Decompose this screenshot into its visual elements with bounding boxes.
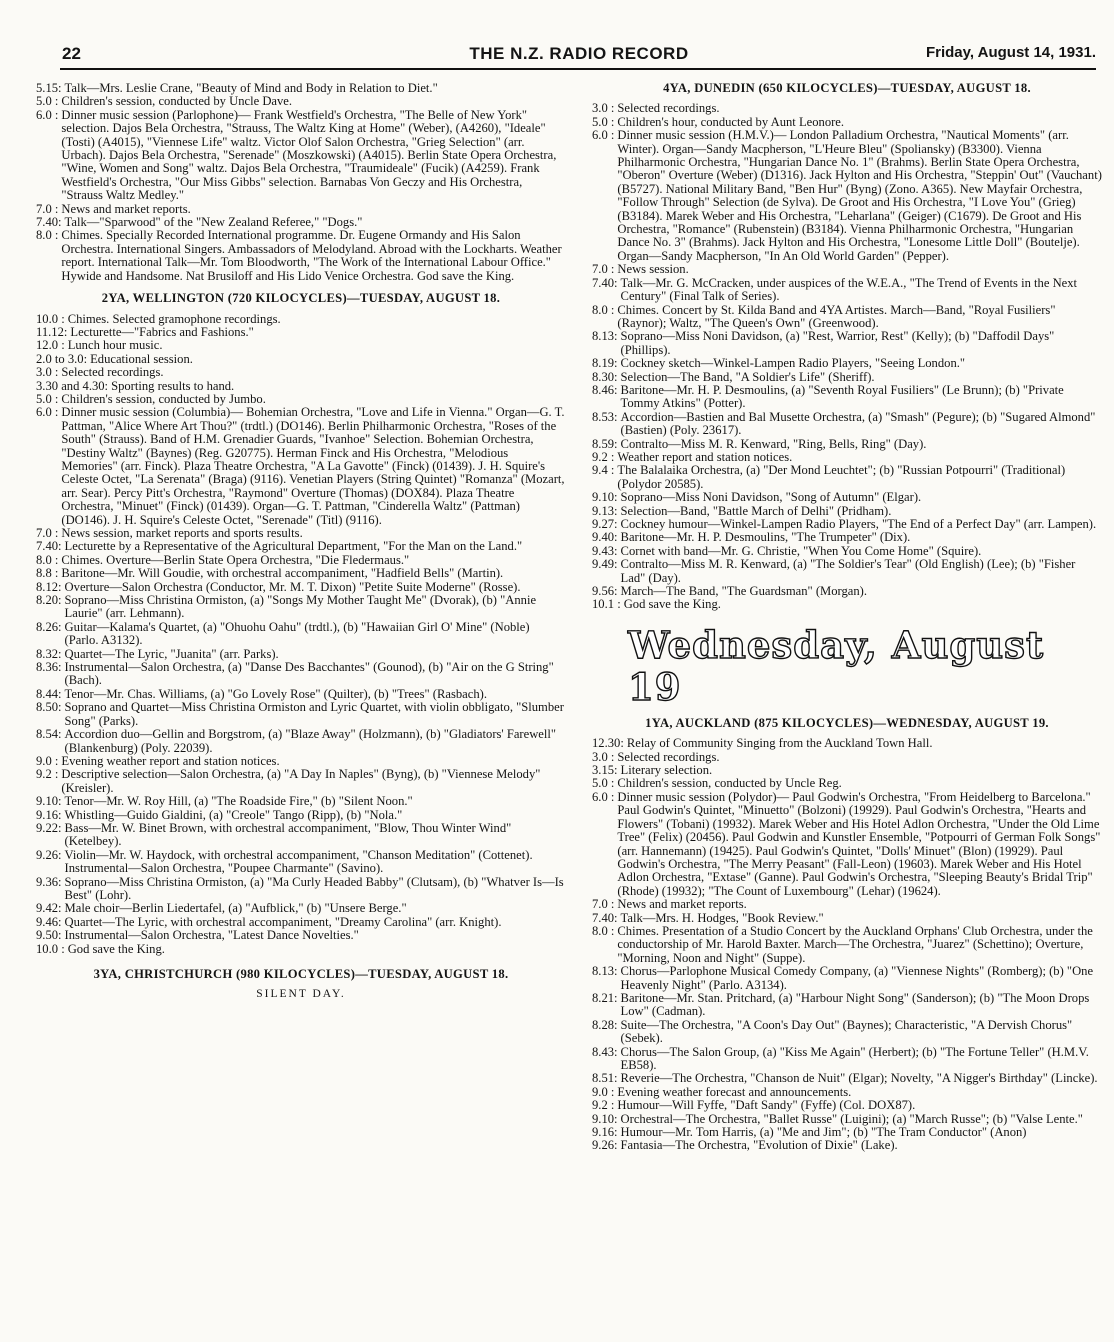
- entry-time: 9.40:: [592, 530, 618, 545]
- entry-time: 5.0 :: [36, 94, 59, 109]
- entry-time: 5.0 :: [592, 776, 615, 791]
- entry-time: 7.40:: [592, 275, 618, 290]
- entry-text: Overture—Salon Orchestra (Conductor, Mr. M. T. Dixon) "Petite Suite Moderne" (Rosse).: [64, 579, 521, 594]
- entry-time: 8.13:: [592, 329, 618, 344]
- entry-time: 8.36:: [36, 660, 62, 675]
- entry-text: Literary selection.: [620, 763, 713, 778]
- schedule-entry: [592, 304, 1102, 331]
- schedule-entry: [592, 992, 1102, 1019]
- entries-top: [36, 82, 566, 283]
- entry-time: 7.40:: [36, 539, 62, 554]
- entry-text: Bass—Mr. W. Binet Brown, with orchestral accompaniment, "Blow, Thou Winter Wind" (Ketelbey).: [64, 820, 512, 849]
- entry-time: 7.40:: [36, 215, 62, 230]
- entry-text: Chorus—Parlophone Musical Comedy Company, (a) "Viennese Nights" (Romberg); (b) "One Heavenly Night" (Parlo. A3134).: [620, 964, 1094, 992]
- entry-text: God save the King.: [67, 941, 165, 956]
- entry-text: Children's session, conducted by Uncle Dave.: [61, 94, 293, 109]
- schedule-entry: [592, 129, 1102, 263]
- entry-text: Humour—Will Fyffe, "Daft Sandy" (Fyffe) (Col. DOX87).: [617, 1098, 916, 1113]
- schedule-entry: [36, 929, 566, 942]
- entry-time: 9.36:: [36, 874, 62, 889]
- schedule-entry: [592, 277, 1102, 304]
- schedule-entry: [36, 688, 566, 701]
- entry-time: 9.2 :: [592, 1098, 615, 1113]
- entry-text: March—The Band, "The Guardsman" (Morgan).: [620, 584, 868, 599]
- schedule-entry: [36, 527, 566, 540]
- entry-time: 8.0 :: [36, 228, 59, 243]
- entry-text: God save the King.: [623, 597, 721, 612]
- entry-time: 9.4 :: [592, 463, 615, 478]
- entry-time: 10.1 :: [592, 597, 621, 612]
- entry-time: 8.46:: [592, 382, 618, 397]
- entry-text: Talk—"Sparwood" of the "New Zealand Referee," "Dogs.": [64, 215, 363, 230]
- schedule-entry: [592, 737, 1102, 750]
- entry-time: 5.15:: [36, 81, 62, 95]
- entry-text: Sporting results to hand.: [111, 378, 235, 393]
- entry-text: Quartet—The Lyric, "Juanita" (arr. Parks).: [64, 646, 279, 661]
- schedule-entry: [592, 751, 1102, 764]
- schedule-entry: [36, 567, 566, 580]
- schedule-entry: [36, 943, 566, 956]
- heading-1ya: 1YA, AUCKLAND (875 KILOCYCLES)—WEDNESDAY, AUGUST 19.: [645, 715, 1049, 730]
- schedule-entry: [592, 545, 1102, 558]
- entry-time: 8.28:: [592, 1017, 618, 1032]
- schedule-entry: [592, 491, 1102, 504]
- entry-time: 9.42:: [36, 901, 62, 916]
- entry-text: Tenor—Mr. Chas. Williams, (a) "Go Lovely Rose" (Quilter), (b) "Trees" (Rasbach).: [64, 686, 487, 701]
- entry-time: 9.27:: [592, 517, 618, 531]
- entry-time: 3.15:: [592, 763, 618, 778]
- entry-time: 8.0 :: [36, 552, 59, 567]
- schedule-entry: [592, 791, 1102, 898]
- entries-1ya: [592, 737, 1102, 1153]
- entry-time: 9.0 :: [592, 1084, 615, 1099]
- entry-time: 3.30 and 4.30:: [36, 378, 109, 393]
- entry-text: Weather report and station notices.: [617, 449, 793, 464]
- entry-text: Baritone—Mr. H. P. Desmoulins, "The Trumpeter" (Dix).: [620, 530, 911, 545]
- entry-text: Instrumental—Salon Orchestra, (a) "Danse Des Bacchantes" (Gounod), (b) "Air on the G String" (Bach).: [64, 660, 554, 688]
- entry-text: Educational session.: [90, 351, 193, 366]
- entry-time: 8.21:: [592, 990, 618, 1005]
- entry-text: Soprano—Miss Christina Ormiston, (a) "Ma Curly Headed Babby" (Clutsam), (b) "Whatver Is—Is Best" (Lohr).: [64, 874, 564, 902]
- schedule-entry: [36, 701, 566, 728]
- entry-text: Cornet with band—Mr. G. Christie, "When You Come Home" (Squire).: [620, 543, 982, 558]
- entry-text: Guitar—Kalama's Quartet, (a) "Ohuohu Oahu" (trdtl.), (b) "Hawaiian Girl O' Mine" (Noble) (Parlo. A3132).: [64, 619, 530, 648]
- entry-text: Fantasia—The Orchestra, "Evolution of Dixie" (Lake).: [620, 1138, 898, 1153]
- entry-time: 6.0 :: [592, 789, 615, 804]
- entry-text: Children's hour, conducted by Aunt Leonore.: [617, 114, 845, 129]
- entry-time: 8.0 :: [592, 923, 615, 938]
- entry-text: Chimes. Selected gramophone recordings.: [67, 311, 281, 326]
- entry-time: 8.12:: [36, 579, 62, 594]
- schedule-entry: [592, 451, 1102, 464]
- silent-day: SILENT DAY.: [256, 988, 346, 1001]
- entry-time: 2.0 to 3.0:: [36, 351, 88, 366]
- schedule-entry: [592, 1139, 1102, 1152]
- entry-time: 12.30:: [592, 736, 624, 751]
- schedule-entry: [36, 326, 566, 339]
- entry-time: 5.0 :: [36, 391, 59, 406]
- entry-time: 8.30:: [592, 369, 618, 384]
- entry-time: 3.0 :: [592, 749, 615, 764]
- schedule-entry: [36, 229, 566, 283]
- schedule-entry: [36, 621, 566, 648]
- entry-time: 9.43:: [592, 543, 618, 558]
- entry-text: Children's session, conducted by Jumbo.: [61, 391, 266, 406]
- entry-text: Descriptive selection—Salon Orchestra, (a) "A Day In Naples" (Byng), (b) "Viennese Melody" (Kreisler).: [61, 767, 541, 795]
- entry-text: Chimes. Overture—Berlin State Opera Orchestra, "Die Fledermaus.": [61, 552, 410, 567]
- schedule-entry: [592, 1046, 1102, 1073]
- entry-text: Baritone—Mr. H. P. Desmoulins, (a) "Seventh Royal Fusiliers" (Le Brunn); (b) "Private Tommy Atkins" (Potter).: [620, 382, 1064, 411]
- entry-time: 9.22:: [36, 820, 62, 835]
- entry-text: Selected recordings.: [61, 365, 164, 380]
- schedule-entry: [592, 411, 1102, 438]
- entry-text: Selected recordings.: [617, 749, 720, 764]
- entry-text: Soprano—Miss Noni Davidson, (a) "Rest, Warrior, Rest" (Kelly); (b) "Daffodil Days" (Phillips).: [620, 329, 1055, 357]
- entry-text: Talk—Mrs. H. Hodges, "Book Review.": [620, 910, 824, 925]
- schedule-entry: [36, 728, 566, 755]
- entry-text: Quartet—The Lyric, with orchestral accompaniment, "Dreamy Carolina" (arr. Knight).: [64, 914, 502, 929]
- schedule-entry: [592, 505, 1102, 518]
- schedule-entry: [36, 795, 566, 808]
- entry-text: News and market reports.: [61, 201, 191, 216]
- schedule-entry: [36, 540, 566, 553]
- entry-text: Evening weather report and station notices.: [61, 753, 280, 768]
- schedule-entry: [36, 380, 566, 393]
- entry-time: 10.0 :: [36, 941, 65, 956]
- left-column: [36, 82, 566, 1002]
- schedule-entry: [592, 764, 1102, 777]
- schedule-entry: [36, 648, 566, 661]
- schedule-entry: [592, 777, 1102, 790]
- entry-time: 9.16:: [592, 1125, 618, 1140]
- entry-text: Dinner music session (Columbia)— Bohemian Orchestra, "Love and Life in Vienna." Organ—G. T. Pattman, "Alice Where Art Thou?" (trdtl.) (DO146). Berlin Philharmonic Orchestra, "Roses of the South" (Strauss). Band of H.M. Grenadier Guards, "Ivanhoe" Selection. Bohemian Orchestra, "Destiny Waltz" (Baynes) (Reg. G20775). Herman Finck and His Orchestra, "Melodious Memories" (arr. Finck). Plaza Theatre Orchestra, "A La Gavotte" (Finck) (01439). J. H. Squire's Celeste Octet, "La Serenata" (Braga) (9116). Venetian Players (String Quintet) "Romanza" (Mozart, arr. Sear). Percy Pitt's Orchestra, "Raymond" Overture (Thomas) (DOX84). Plaza Theatre Orchestra, "Minuet" (Finck) (01439). Organ—G. T. Pattman, "Cinderella Waltz" (Pattman) (DO146). J. H. Squire's Celeste Octet, "Serenade" (Titl) (9116).: [61, 405, 565, 527]
- schedule-entry: [592, 384, 1102, 411]
- schedule-entry: [36, 849, 566, 876]
- entry-text: Tenor—Mr. W. Roy Hill, (a) "The Roadside Fire," (b) "Silent Noon.": [64, 794, 413, 809]
- entry-text: Baritone—Mr. Will Goudie, with orchestral accompaniment, "Hadfield Bells" (Martin).: [61, 566, 504, 581]
- entry-time: 8.8 :: [36, 566, 59, 581]
- entry-time: 9.10:: [592, 1111, 618, 1126]
- schedule-entry: [36, 768, 566, 795]
- entry-time: 9.49:: [592, 557, 618, 572]
- entry-time: 8.26:: [36, 619, 62, 634]
- page-header: [62, 44, 1096, 70]
- entry-text: Talk—Mrs. Leslie Crane, "Beauty of Mind and Body in Relation to Diet.": [64, 81, 438, 95]
- entry-time: 5.0 :: [592, 114, 615, 129]
- entry-text: The Balalaika Orchestra, (a) "Der Mond Leuchtet"; (b) "Russian Potpourri" (Traditional) (Polydor 20585).: [617, 463, 1066, 491]
- entry-text: Dinner music session (Parlophone)— Frank Westfield's Orchestra, "The Belle of New York" selection. Dajos Bela Orchestra, "Strauss, The Waltz King at Home" (Weber), (A4260), "Ideale" (Tosti) (A4015), "Viennese Life" waltz. Victor Olof Salon Orchestra, "Grieg Selection" (arr. Urbach). Dajos Bela Orchestra, "Serenade" (Moszkowski) (A4015). Berlin State Opera Orchestra, "Wine, Women and Song" waltz. Dajos Bela Orchestra, "Traumideale" (Fucik) (A4259). Frank Westfield's Orchestra, "Our Miss Gibbs" selection. Barnabas Von Geczy and His Orchestra, "Strauss Waltz Medley.": [61, 107, 557, 203]
- entry-text: Whistling—Guido Gialdini, (a) "Creole" Tango (Ripp), (b) "Nola.": [64, 807, 403, 822]
- entry-text: Soprano—Miss Christina Ormiston, (a) "Songs My Mother Taught Me" (Dvorak), (b) "Annie Laurie" (arr. Lehmann).: [64, 593, 537, 621]
- entry-time: 8.53:: [592, 409, 618, 424]
- entry-text: Violin—Mr. W. Haydock, with orchestral accompaniment, "Chanson Meditation" (Cottenet). Instrumental—Salon Orchestra, "Poupee Charmante" (Savino).: [64, 847, 533, 876]
- entry-time: 9.26:: [592, 1138, 618, 1153]
- schedule-entry: [592, 330, 1102, 357]
- entry-text: Humour—Mr. Tom Harris, (a) "Me and Jim"; (b) "The Tram Conductor" (Anon): [620, 1125, 1027, 1140]
- schedule-entry: [36, 203, 566, 216]
- schedule-entry: [592, 464, 1102, 491]
- entry-time: 9.10:: [592, 490, 618, 505]
- entry-time: 8.51:: [592, 1071, 618, 1086]
- schedule-entry: [592, 1086, 1102, 1099]
- heading-2ya: 2YA, WELLINGTON (720 KILOCYCLES)—TUESDAY, AUGUST 18.: [101, 291, 501, 306]
- schedule-entry: [592, 1099, 1102, 1112]
- schedule-entry: [592, 1113, 1102, 1126]
- publication-title: THE N.Z. RADIO RECORD: [469, 44, 689, 63]
- entry-text: Selection—Band, "Battle March of Delhi" (Pridham).: [620, 503, 892, 518]
- schedule-entry: [592, 1126, 1102, 1139]
- entry-time: 7.0 :: [592, 262, 615, 277]
- entry-text: Baritone—Mr. Stan. Pritchard, (a) "Harbour Night Song" (Sanderson); (b) "The Moon Drops Low" (Cadman).: [620, 990, 1090, 1019]
- entry-text: Male choir—Berlin Liedertafel, (a) "Aufblick," (b) "Unsere Berge.": [64, 901, 407, 916]
- entry-time: 9.13:: [592, 503, 618, 518]
- entry-time: 8.44:: [36, 686, 62, 701]
- schedule-entry: [592, 263, 1102, 276]
- entry-text: Accordion—Bastien and Bal Musette Orchestra, (a) "Smash" (Pegure); (b) "Sugared Almond" (Bastien) (Poly. 23617).: [620, 409, 1096, 438]
- entry-time: 10.0 :: [36, 311, 65, 326]
- entry-time: 8.32:: [36, 646, 62, 661]
- entries-2ya: [36, 313, 566, 957]
- schedule-entry: [592, 912, 1102, 925]
- schedule-entry: [36, 216, 566, 229]
- schedule-entry: [592, 925, 1102, 965]
- schedule-entry: [36, 313, 566, 326]
- entry-text: Lecturette—"Fabrics and Fashions.": [70, 324, 254, 339]
- schedule-entry: [592, 116, 1102, 129]
- entry-text: Selection—The Band, "A Soldier's Life" (Sheriff).: [620, 369, 875, 384]
- schedule-entry: [592, 965, 1102, 992]
- entry-text: Children's session, conducted by Uncle Reg.: [617, 776, 842, 791]
- schedule-entry: [36, 581, 566, 594]
- entry-text: Orchestral—The Orchestra, "Ballet Russe" (Luigini); (a) "March Russe"; (b) "Valse Lente.": [620, 1111, 1083, 1126]
- schedule-entry: [36, 393, 566, 406]
- entry-time: 8.13:: [592, 964, 618, 979]
- entry-text: Reverie—The Orchestra, "Chanson de Nuit" (Elgar); Novelty, "A Nigger's Birthday" (Lincke).: [620, 1071, 1098, 1086]
- entry-time: 12.0 :: [36, 338, 65, 353]
- entries-4ya: [592, 102, 1102, 611]
- entry-text: News session, market reports and sports results.: [61, 526, 303, 540]
- schedule-entry: [592, 1019, 1102, 1046]
- entry-time: 8.59:: [592, 436, 618, 451]
- entry-text: Accordion duo—Gellin and Borgstrom, (a) "Blaze Away" (Holzmann), (b) "Gladiators' Farewell" (Blankenburg) (Poly. 22039).: [64, 727, 557, 755]
- entry-time: 9.16:: [36, 807, 62, 822]
- issue-date: Friday, August 14, 1931.: [925, 44, 1096, 61]
- entry-text: Cockney sketch—Winkel-Lampen Radio Players, "Seeing London.": [620, 356, 966, 371]
- entry-text: Dinner music session (H.M.V.)— London Palladium Orchestra, "Nautical Moments" (arr. Winter). Organ—Sandy Macpherson, "L'Heure Bleu" (Spoliansky) (B3300). Vienna Philharmonic Orchestra, "Hungarian Dance No. 1" (Brahms). Berlin State Opera Orchestra, "Oberon" Overture (Weber) (D1316). Jack Hylton and His Orchestra, "Steppin' Out" (Vauchant) (B5727). National Military Band, "Ben Hur" (Byng) (Zono. A365). New Mayfair Orchestra, "Follow Through" Selection (de Sylva). De Groot and His Orchestra, "I Love You" (Grieg) (B3184). Marek Weber and His Orchestra, "Leharlana" (Geiger) (C1679). De Groot and His Orchestra, "Romance" (Rubenstein) (B3184). Vienna Philharmonic Orchestra, "Hungarian Dance No. 3" (Brahms). Jack Hylton and His Orchestra, "Lonesome Little Doll" (Boutelje). Organ—Sandy Macpherson, "In An Old World Garden" (Pepper).: [617, 128, 1102, 263]
- schedule-entry: [592, 898, 1102, 911]
- entry-time: 7.0 :: [36, 201, 59, 216]
- schedule-entry: [36, 902, 566, 915]
- entry-time: 9.2 :: [36, 767, 59, 782]
- schedule-entry: [36, 755, 566, 768]
- entry-time: 3.0 :: [592, 101, 615, 116]
- schedule-entry: [36, 661, 566, 688]
- entry-time: 6.0 :: [36, 405, 59, 420]
- entry-time: 8.43:: [592, 1044, 618, 1059]
- schedule-entry: [36, 339, 566, 352]
- header-rule: [60, 68, 1096, 70]
- entry-time: 8.19:: [592, 356, 618, 371]
- entry-time: 8.0 :: [592, 302, 615, 317]
- entry-text: Instrumental—Salon Orchestra, "Latest Dance Novelties.": [64, 928, 359, 943]
- schedule-entry: [36, 406, 566, 527]
- schedule-entry: [592, 531, 1102, 544]
- schedule-entry: [592, 558, 1102, 585]
- day-title: Wednesday, August 19: [628, 622, 1045, 709]
- schedule-entry: [36, 554, 566, 567]
- schedule-entry: [36, 366, 566, 379]
- entry-text: Soprano and Quartet—Miss Christina Ormiston and Lyric Quartet, with violin obbligato, "Slumber Song" (Parks).: [64, 700, 564, 728]
- schedule-entry: [592, 1072, 1102, 1085]
- schedule-entry: [592, 371, 1102, 384]
- entry-time: 9.10:: [36, 794, 62, 809]
- page-number: 22: [62, 44, 81, 63]
- entry-time: 9.50:: [36, 928, 62, 943]
- schedule-entry: [36, 594, 566, 621]
- entry-text: Chimes. Concert by St. Kilda Band and 4YA Artistes. March—Band, "Royal Fusiliers" (Raynor); Waltz, "The Queen's Own" (Greenwood).: [617, 302, 1056, 330]
- entry-text: Contralto—Miss M. R. Kenward, "Ring, Bells, Ring" (Day).: [620, 436, 927, 451]
- entry-time: 3.0 :: [36, 365, 59, 380]
- entry-text: Chimes. Presentation of a Studio Concert by the Auckland Orphans' Club Orchestra, under the conductorship of Mr. Harold Baxter. March—The Orchestra, "Juarez" (Schettino); Overture, "Morning, Noon and Night" (Suppe).: [617, 923, 1093, 965]
- entry-time: 11.12:: [36, 324, 68, 339]
- entry-text: Talk—Mr. G. McCracken, under auspices of the W.E.A., "The Trend of Events in the Next Century" (Final Talk of Series).: [620, 275, 1078, 304]
- entry-text: Lecturette by a Representative of the Agricultural Department, "For the Man on the Land.": [64, 539, 523, 554]
- heading-3ya: 3YA, CHRISTCHURCH (980 KILOCYCLES)—TUESDAY, AUGUST 18.: [93, 967, 509, 981]
- entry-text: Selected recordings.: [617, 101, 720, 116]
- entry-text: Contralto—Miss M. R. Kenward, (a) "The Soldier's Tear" (Old English) (Lee); (b) "Fisher Lad" (Day).: [620, 557, 1076, 585]
- entry-time: 8.54:: [36, 727, 62, 742]
- entry-text: Suite—The Orchestra, "A Coon's Day Out" (Baynes); Characteristic, "A Dervish Chorus" (Sebek).: [620, 1017, 1073, 1046]
- entry-time: 8.20:: [36, 593, 62, 608]
- schedule-entry: [36, 809, 566, 822]
- schedule-entry: [592, 357, 1102, 370]
- entry-text: Cockney humour—Winkel-Lampen Radio Players, "The End of a Perfect Day" (arr. Lampen).: [620, 517, 1097, 531]
- schedule-entry: [592, 585, 1102, 598]
- schedule-entry: [36, 82, 566, 95]
- schedule-entry: [36, 916, 566, 929]
- entry-time: 9.0 :: [36, 753, 59, 768]
- schedule-entry: [592, 102, 1102, 115]
- schedule-entry: [36, 353, 566, 366]
- entry-text: Evening weather forecast and announcements.: [617, 1084, 852, 1099]
- schedule-entry: [592, 598, 1102, 611]
- entry-text: Dinner music session (Polydor)— Paul Godwin's Orchestra, "From Heidelberg to Barcelona." Paul Godwin's Quintet, "Minuetto" (Bolzoni) (19929). Paul Godwin's Orchestra, "Hearts and Flowers" (Tobani) (19932). Marek Weber and His Hotel Adlon Orchestra, "Under the Old Lime Tree" (Felix) (20456). Paul Godwin and Kunstler Ensemble, "Potpourri of German Folk Songs" (arr. Hannemann) (19425). Paul Godwin's Quintet, "Dolls' Minuet" (Blon) (19929). Paul Godwin's Orchestra, "The Merry Peasant" (Fall-Leon) (19603). Marek Weber and His Hotel Adlon Orchestra, "Extase" (Ganne). Paul Godwin's Orchestra, "Sleeping Beauty's Bridal Trip" (Rhode) (19932); "The Count of Luxembourg" (Lehar) (19624).: [617, 789, 1101, 898]
- entry-text: Chorus—The Salon Group, (a) "Kiss Me Again" (Herbert); (b) "The Fortune Teller" (H.M.V. EB58).: [620, 1044, 1089, 1072]
- entry-time: 7.0 :: [592, 897, 615, 912]
- entry-text: News session.: [617, 262, 689, 277]
- schedule-entry: [36, 876, 566, 903]
- schedule-entry: [36, 822, 566, 849]
- entry-time: 7.0 :: [36, 526, 59, 540]
- schedule-entry: [592, 518, 1102, 531]
- entry-time: 9.2 :: [592, 449, 615, 464]
- entry-time: 6.0 :: [36, 107, 59, 122]
- entry-time: 8.50:: [36, 700, 62, 715]
- entry-text: Chimes. Specially Recorded International programme. Dr. Eugene Ormandy and His Salon Orchestra. International Singers. Ambassadors of Melodyland. Abroad with the Lockharts. Weather report. International Talk—Mr. Tom Bloodworth, "The Work of the International Labour Office." Hywide and Handsome. Nat Brusiloff and His Lido Venice Orchestra. God save the King.: [61, 228, 562, 283]
- heading-4ya: 4YA, DUNEDIN (650 KILOCYCLES)—TUESDAY, AUGUST 18.: [663, 81, 1031, 95]
- schedule-entry: [36, 109, 566, 203]
- entry-text: Soprano—Miss Noni Davidson, "Song of Autumn" (Elgar).: [620, 490, 922, 505]
- right-column: [592, 82, 1102, 1153]
- entry-text: Lunch hour music.: [67, 338, 163, 353]
- entry-time: 9.46:: [36, 914, 62, 929]
- entry-time: 9.56:: [592, 584, 618, 599]
- entry-time: 6.0 :: [592, 128, 615, 143]
- schedule-entry: [592, 438, 1102, 451]
- entry-text: Relay of Community Singing from the Auckland Town Hall.: [626, 736, 933, 751]
- entry-text: News and market reports.: [617, 897, 747, 912]
- entry-time: 9.26:: [36, 847, 62, 862]
- entry-time: 7.40:: [592, 910, 618, 925]
- schedule-entry: [36, 95, 566, 108]
